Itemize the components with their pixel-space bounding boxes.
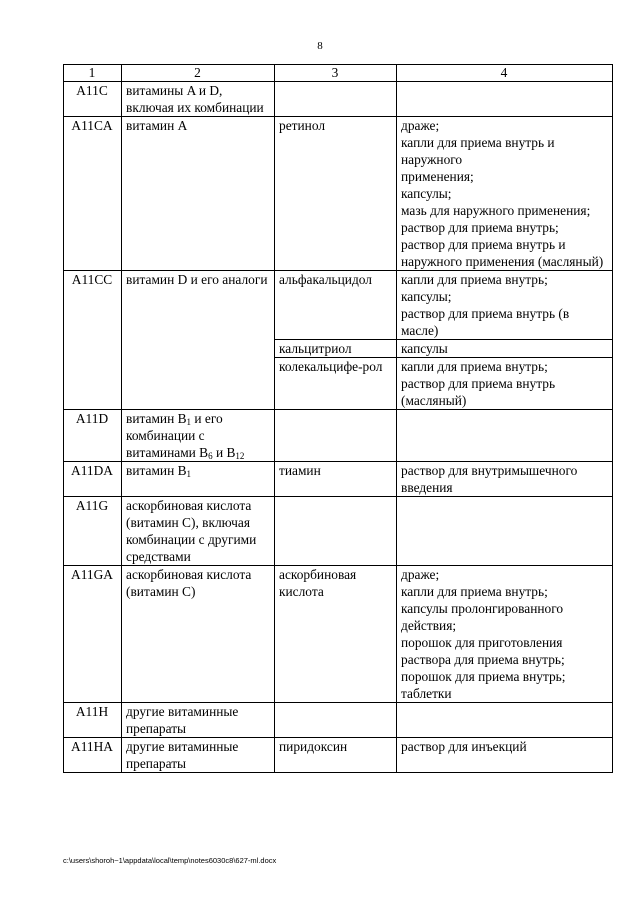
dosage-forms [397,358,613,410]
dosage-form: применения; [401,169,474,184]
substance-name: альфакальцидол [275,271,397,340]
drug-classification-table [63,64,613,773]
dosage-form: драже; [401,118,440,133]
footer-file-path: c:\users\shoroh~1\appdata\local\temp\notes6030c8\627-ml.docx [63,856,277,865]
substance-name: кальцитриол [275,340,397,358]
dosage-form: капли для приема внутрь и наружного [401,135,555,167]
atc-code: A11HA [64,738,122,773]
table-row [64,410,613,462]
dosage-form: капли для приема внутрь; [401,272,548,287]
atc-code: A11H [64,703,122,738]
atc-code: A11GA [64,566,122,703]
dosage-form: капсулы [401,341,448,356]
group-name-part: витамин B [126,463,187,478]
atc-code: A11CC [64,271,122,410]
table-row [64,566,613,703]
dosage-form: капсулы; [401,289,452,304]
group-name: аскорбиновая кислота (витамин C), включая комбинации с другими средствами [122,497,275,566]
dosage-forms [397,738,613,773]
group-name: витамин A [122,117,275,271]
substance-name [275,410,397,462]
dosage-forms [397,703,613,738]
dosage-form: мазь для наружного применения; [401,203,591,218]
group-name [122,462,275,497]
page-number: 8 [317,40,323,52]
column-header-3: 3 [275,65,397,82]
subscript: 12 [235,451,245,461]
table-row [64,271,613,340]
dosage-form: капсулы пролонгированного действия; [401,601,564,633]
subscript: 6 [208,451,213,461]
table-row [64,703,613,738]
group-name: витамины A и D, включая их комбинации [122,82,275,117]
dosage-form: драже; [401,567,440,582]
table-row [64,82,613,117]
dosage-forms [397,340,613,358]
dosage-form: капсулы; [401,186,452,201]
dosage-forms [397,117,613,271]
substance-name: колекальцифе-рол [275,358,397,410]
group-name-part: и B [212,445,236,460]
substance-name [275,497,397,566]
atc-code: A11DA [64,462,122,497]
dosage-forms [397,271,613,340]
subscript: 1 [186,469,192,479]
atc-code: A11C [64,82,122,117]
substance-name [275,703,397,738]
dosage-form: раствор для внутримышечного введения [401,463,578,495]
column-header-1: 1 [64,65,122,82]
substance-name: аскорбиновая кислота [275,566,397,703]
dosage-forms [397,566,613,703]
dosage-form: раствор для инъекций [401,739,527,754]
substance-name: тиамин [275,462,397,497]
atc-code: A11D [64,410,122,462]
table-row [64,738,613,773]
dosage-forms [397,410,613,462]
table-row [64,117,613,271]
substance-name [275,82,397,117]
group-name: другие витаминные препараты [122,703,275,738]
group-name: другие витаминные препараты [122,738,275,773]
dosage-form: порошок для приема внутрь; [401,669,566,684]
dosage-forms [397,497,613,566]
table-row [64,462,613,497]
group-name-part: витамин B [126,411,187,426]
dosage-form: раствор для приема внутрь; [401,220,559,235]
dosage-forms [397,82,613,117]
group-name-part: и его комбинации с витаминами B [126,411,223,460]
dosage-form: раствор для приема внутрь и наружного применения (масляный) [401,237,604,269]
dosage-form: раствор для приема внутрь (в масле) [401,306,570,338]
dosage-form: таблетки [401,686,452,701]
group-name: витамин D и его аналоги [122,271,275,410]
substance-name: пиридоксин [275,738,397,773]
column-header-4: 4 [397,65,613,82]
dosage-forms [397,462,613,497]
dosage-form: капли для приема внутрь; [401,584,548,599]
atc-code: A11G [64,497,122,566]
column-header-2: 2 [122,65,275,82]
group-name: аскорбиновая кислота (витамин C) [122,566,275,703]
dosage-form: порошок для приготовления раствора для приема внутрь; [401,635,565,667]
dosage-form: капли для приема внутрь; [401,359,548,374]
group-name [122,410,275,462]
dosage-form: раствор для приема внутрь (масляный) [401,376,556,408]
atc-code: A11CA [64,117,122,271]
subscript: 1 [186,417,192,427]
table-header-row [64,65,613,82]
substance-name: ретинол [275,117,397,271]
table-row [64,497,613,566]
